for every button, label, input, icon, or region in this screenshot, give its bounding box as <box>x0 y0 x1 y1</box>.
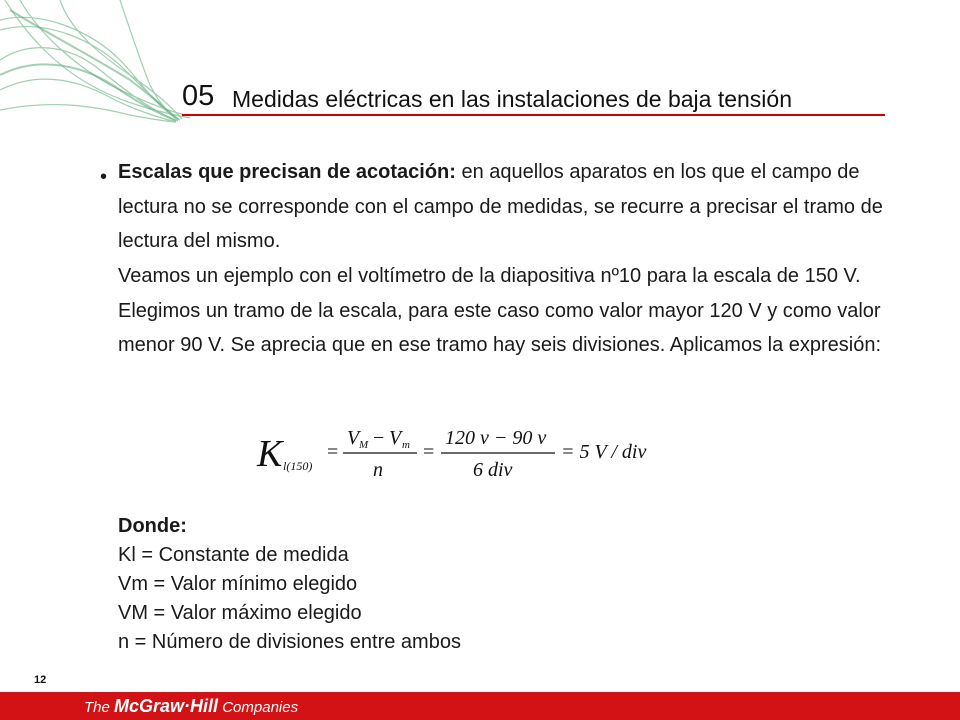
bullet-text: en aquellos aparatos en los que el campo de lectura no se corresponde con el campo de medidas, se recurre a precisar el tramo de lectura del mismo. <box>118 161 883 253</box>
legend-item: Kl = Constante de medida <box>118 544 349 566</box>
page-number: 12 <box>34 674 47 686</box>
formula-result: = 5 V / div <box>561 441 647 463</box>
formula-eq-2: = <box>423 441 435 463</box>
footer-bar <box>0 692 960 720</box>
formula <box>255 418 675 488</box>
publisher-logo <box>84 696 298 718</box>
formula-eq-1: = <box>327 441 339 463</box>
formula-vm-major: V <box>347 427 360 449</box>
legend-item: Vm = Valor mínimo elegido <box>118 573 358 595</box>
formula-vm-minor: V <box>389 427 402 449</box>
title-underline <box>182 114 885 116</box>
bullet-marker: • <box>100 166 108 188</box>
bullet-heading: Escalas que precisan de acotación: <box>118 161 456 183</box>
chapter-title: Medidas eléctricas en las instalaciones de baja tensión <box>232 86 792 112</box>
legend-item: VM = Valor máximo elegido <box>118 602 362 624</box>
formula-numerator-2: 120 v − 90 v <box>445 427 547 449</box>
formula-minus: − <box>373 427 385 449</box>
formula-n: n <box>373 459 383 481</box>
legend-title: Donde: <box>118 515 187 537</box>
brand-prefix: The <box>84 699 115 716</box>
legend <box>118 512 461 657</box>
brand-main: McGraw·Hill <box>114 696 219 716</box>
bullet-paragraph <box>118 155 888 259</box>
example-paragraph: Veamos un ejemplo con el voltímetro de la diapositiva nº10 para la escala de 150 V. Elegimos un tramo de la escala, para este caso como valor mayor 120 V y como valor menor 90 V. Se aprecia que en ese tramo hay seis divisiones. Aplicamos la expresión: <box>118 265 882 357</box>
brand-suffix: Companies <box>218 699 299 716</box>
formula-k-sub: l(150) <box>283 459 313 473</box>
chapter-number: 05 <box>182 80 215 112</box>
legend-item: n = Número de divisiones entre ambos <box>118 631 461 653</box>
formula-vm-major-sub: M <box>359 439 369 451</box>
formula-vm-minor-sub: m <box>402 439 410 451</box>
formula-k: K <box>257 433 283 475</box>
decorative-swirl <box>0 0 200 130</box>
formula-denominator-2: 6 div <box>473 459 513 481</box>
